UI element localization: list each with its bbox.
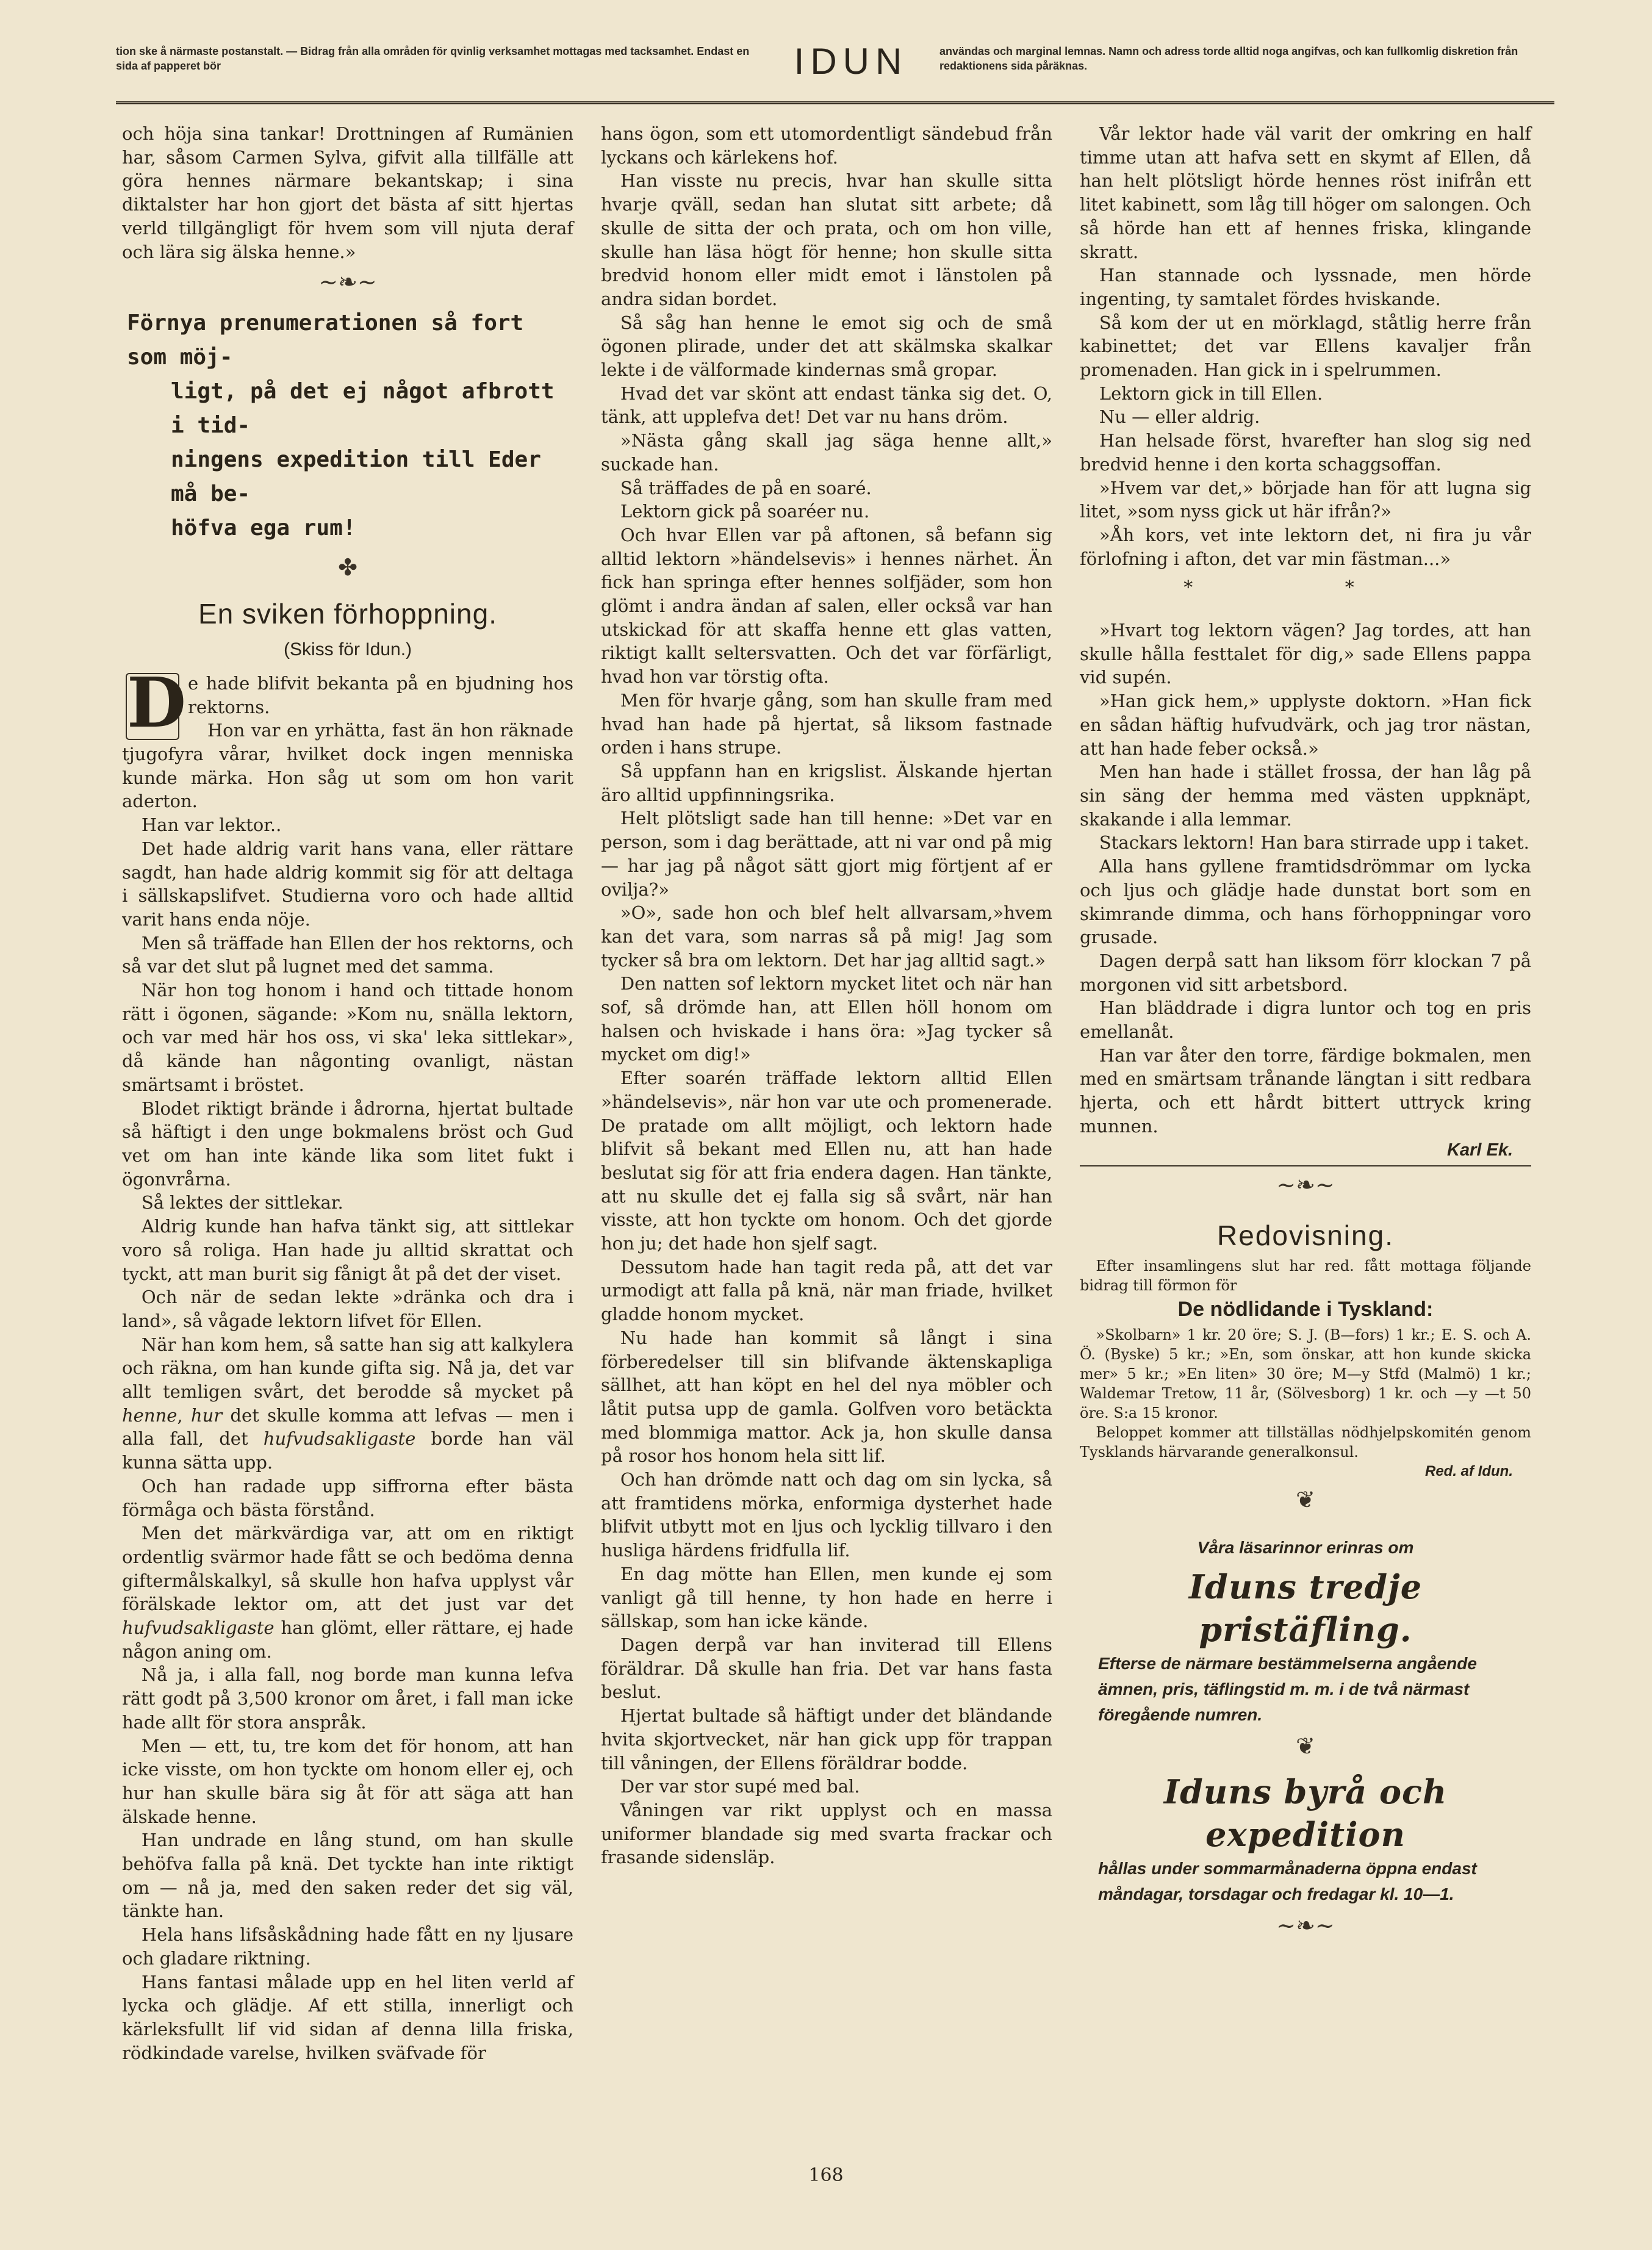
story-paragraph: När hon tog honom i hand och tittade honom rätt i ögonen, sägande: »Kom nu, snälla lektorn, och var med här hos oss, vi ska' leka sittlekar», då kände han någonting ovanligt, nästan smärtsamt i bröstet. <box>122 980 573 1095</box>
story-paragraph: Lektorn gick in till Ellen. <box>1099 383 1323 404</box>
story-paragraph: Stackars lektorn! Han bara stirrade upp i taket. <box>1099 832 1529 854</box>
notice-line: ningens expedition till Eder må be- <box>171 447 541 507</box>
drop-cap: D <box>127 663 187 743</box>
floral-ornament-icon: ❦ <box>1296 1733 1315 1760</box>
story-paragraph: »O», sade hon och blef helt allvarsam,»hvem kan det vara, som narras så på mig! Jag som tycker så bra om lektorn. Det har jag alltid sagt.» <box>601 902 1052 971</box>
story-paragraph: Dagen derpå var han inviterad till Ellens föräldrar. Då skulle han fria. Det var hans fasta beslut. <box>601 1634 1052 1703</box>
redovisning-note: Beloppet kommer att tillställas nödhjelpskomitén genom Tysklands härvarande generalkonsul. <box>1080 1423 1531 1461</box>
story-paragraph: Men — ett, tu, tre kom det för honom, att han icke visste, om hon tyckte om honom eller ej, och hur han skulle bära sig åt för att säga att han älskade henne. <box>122 1735 573 1827</box>
column-2 <box>601 122 1052 1869</box>
story-paragraph: Vår lektor hade väl varit der omkring en half timme utan att hafva sett en skymt af Ellen, då han helt plötsligt hörde hennes röst inifrån ett litet kabinett, som låg till höger om salongen. Och så hörde han ett af hennes friska, klingande skratt. <box>1080 123 1531 262</box>
donation-list: »Skolbarn» 1 kr. 20 öre; S. J. (B—fors) 1 kr.; E. S. och A. Ö. (Byske) 5 kr.; »En, som önskar, att hon kunde skicka mer» 5 kr.; »En liten» 30 öre; M—y Stfd (Malmö) 1 kr.; Waldemar Tretow, 11 år, (Sölvesborg) 1 kr. och —y —t 50 öre. S:a 15 kronor. <box>1080 1326 1531 1422</box>
floral-ornament-icon: ❦ <box>1296 1486 1315 1513</box>
text-run: När han kom hem, så satte han sig att kalkylera och räkna, om han kunde gifta sig. Nå ja, det var allt temligen svårt, det berodde så mycket på <box>122 1334 573 1403</box>
story-paragraph: Nu hade han kommit så långt i sina förberedelser till sin blifvande äktenskapliga sällhet, att han köpt en hel del nya möbler och låtit putsa upp de gamla. Golfven voro betäckta med blommiga mattor. Ack ja, hon skulle dansa på rosor hos honom hela sitt lif. <box>601 1327 1052 1467</box>
story-paragraph: Dessutom hade han tagit reda på, att det var urmodigt att falla på knä, när man friade, hvilket gladde honom mycket. <box>601 1256 1052 1325</box>
story-paragraph: Han stannade och lyssnade, men hörde ingenting, ty samtalet fördes hviskande. <box>1080 265 1531 309</box>
story-paragraph: Våningen var rikt upplyst och en massa uniformer blandade sig med svarta frackar och frasande sidensläp. <box>601 1799 1052 1868</box>
redovisning-heading: De nödlidande i Tyskland: <box>1177 1297 1434 1321</box>
story-paragraph: Han visste nu precis, hvar han skulle sitta hvarje qväll, sedan han slutat sitt arbete; då skulle de sitta der och prata, och om hon ville, skulle han läsa högt för henne; hon skulle sitta bredvid honom eller midt emot i länstolen på andra sidan bordet. <box>601 170 1052 309</box>
story-paragraph: Der var stor supé med bal. <box>620 1776 860 1797</box>
story-paragraph: »Hvem var det,» började han för att lugna sig litet, »som nyss gick ut här ifrån?» <box>1080 477 1531 522</box>
emphasis: hufvudsakligaste <box>263 1428 416 1450</box>
story-subtitle: (Skiss för Idun.) <box>283 639 412 660</box>
masthead-title: IDUN <box>794 41 908 82</box>
text-run: det skulle komma att lefvas — men i alla fall, det <box>122 1404 574 1450</box>
emphasis: henne <box>122 1404 178 1426</box>
flourish-ornament-icon: ~❧~ <box>1276 1171 1335 1199</box>
ad-lead: Våra läsarinnor erinras om <box>1197 1537 1414 1557</box>
story-paragraph: Aldrig kunde han hafva tänkt sig, att sittlekar voro så roliga. Han hade ju alltid skrattat och tyckt, att man burit sig fånigt åt på det der viset. <box>122 1216 573 1284</box>
page-header <box>116 40 1554 104</box>
ad-office-title: Iduns byrå och expedition <box>1163 1772 1448 1855</box>
story-paragraph: hans ögon, som ett utomordentligt sändebud från lyckans och kärlekens hof. <box>601 123 1052 168</box>
story-paragraph: Men så träffade han Ellen der hos rektorns, och så var det slut på lugnet med det samma. <box>122 932 573 977</box>
leaf-ornament-icon: ✤ <box>338 554 357 581</box>
story-paragraph: Han var åter den torre, färdige bokmalen, men med en smärtsam trånande längtan i sitt redbara hjerta, och ett hårdt bittert uttryck kring munnen. <box>1080 1044 1531 1137</box>
story-paragraph: Så träffades de på en soaré. <box>620 477 872 498</box>
story-title: En sviken förhoppning. <box>198 598 497 630</box>
story-paragraph: e hade blifvit bekanta på en bjudning hos rektorns. <box>188 672 573 717</box>
header-right-notice: användas och marginal lemnas. Namn och adress torde alltid noga angifvas, och kan fullkomlig diskretion från redaktionens sida påräknas. <box>939 45 1518 72</box>
story-paragraph: Så såg han henne le emot sig och de små ögonen plirade, under det att skälmska skalkar lekte i de välformade kindernas små gropar. <box>601 312 1052 381</box>
story-paragraph: Och när de sedan lekte »dränka och dra i land», så vågade lektorn lifvet för Ellen. <box>122 1287 573 1331</box>
story-paragraph: Han var lektor.. <box>141 814 282 836</box>
story-paragraph: En dag mötte han Ellen, men kunde ej som vanligt gå till henne, ty hon hade en herre i sällskap, som han icke kände. <box>601 1563 1052 1632</box>
story-paragraph: Så lektes der sittlekar. <box>141 1192 343 1213</box>
flourish-ornament-icon: ~❧~ <box>318 268 377 296</box>
intro-paragraph: och höja sina tankar! Drottningen af Rumänien har, såsom Carmen Sylva, gifvit alla tillfälle att göra hennes närmare bekantskap; i sina diktalster har hon gjort det bästa af sitt hjertas verld tillgängligt för hvem som vill njuta deraf och lära sig älska henne.» <box>122 123 573 262</box>
story-paragraph <box>122 1522 573 1663</box>
story-paragraph: Helt plötsligt sade han till henne: »Det var en person, som i dag berättade, att ni var ond på mig — har jag på något sätt gjort mig förtjent af er ovilja?» <box>601 808 1052 900</box>
notice-line: höfva ega rum! <box>171 516 356 541</box>
story-paragraph: Det hade aldrig varit hans vana, eller rättare sagdt, han hade aldrig kommit sig för att deltaga i sällskapslifvet. Studierna voro och hade alltid varit hans enda nöje. <box>122 838 573 930</box>
story-paragraph: Men för hvarje gång, som han skulle fram med hvad han hade på hjertat, så liksom fastnade orden i hans strupe. <box>601 689 1052 758</box>
story-paragraph: Efter soarén träffade lektorn alltid Ellen »händelsevis», när hon var ute och promenerade. De pratade om allt möjligt, och lektorn hade blifvit så bekant med Ellen nu, att han hade beslutat sig för att fria endera dagen. Han tänkte, att nu skulle det ej falla sig så svårt, när han visste, att hon tyckte om honom. Och det gjorde hon ju; det hade hon sjelf sagt. <box>601 1068 1052 1254</box>
story-paragraph: »Han gick hem,» upplyste doktorn. »Han fick en sådan häftig hufvudvärk, och jag tror nästan, att han hade feber också.» <box>1080 691 1531 759</box>
story-paragraph: Nu — eller aldrig. <box>1099 406 1260 428</box>
text-run: borde han väl kunna sätta upp. <box>122 1428 573 1473</box>
redovisning-intro: Efter insamlingens slut har red. fått mottaga följande bidrag till förmon för <box>1080 1257 1531 1294</box>
header-left-notice: tion ske å närmaste postanstalt. — Bidrag från alla områden för qvinlig verksamhet mottagas med tacksamhet. Endast en sida af papperet bör <box>116 45 750 72</box>
author-signature: Karl Ek. <box>1447 1140 1513 1160</box>
notice-line: Förnya prenumerationen så fort som möj- <box>127 311 524 370</box>
subscription-notice <box>122 306 573 545</box>
story-paragraph: Han undrade en lång stund, om han skulle behöfva falla på knä. Det tyckte han inte riktigt om — nå ja, med den saken reder det sig väl, tänkte han. <box>122 1830 573 1922</box>
redovisning-title: Redovisning. <box>1217 1220 1394 1252</box>
text-run: han glömt, eller rättare, ej hade någon aning om. <box>122 1617 574 1662</box>
story-paragraph: Hjertat bultade så häftigt under det bländande hvita skjortvecket, när han gick upp för trappan till våningen, der Ellens föräldrar bodde. <box>601 1705 1052 1774</box>
story-paragraph: Så kom der ut en mörklagd, ståtlig herre från kabinettet; det var Ellens kavaljer från promenaden. Han gick in i spelrummen. <box>1080 312 1531 381</box>
story-paragraph: Han bläddrade i digra luntor och tog en pris emellanåt. <box>1080 997 1531 1043</box>
story-paragraph: Men han hade i stället frossa, der han låg på sin säng der hemma med västen uppknäpt, skakande i alla lemmar. <box>1080 761 1531 830</box>
flourish-ornament-icon: ~❧~ <box>1276 1912 1335 1939</box>
column-3 <box>1080 122 1531 1944</box>
story-paragraph: Dagen derpå satt han liksom förr klockan 7 på morgonen vid sitt arbetsbord. <box>1080 950 1531 995</box>
emphasis: hur <box>190 1404 223 1426</box>
notice-line: ligt, på det ej något afbrott i tid- <box>171 379 555 439</box>
story-paragraph: »Åh kors, vet inte lektorn det, ni fira ju vår förlofning i afton, det var min fästman...» <box>1080 524 1531 569</box>
story-paragraph: Och han radade upp siffrorna efter bästa förmåga och bästa förstånd. <box>122 1475 573 1520</box>
story-paragraph: Så uppfann han en krigslist. Älskande hjertan äro alltid uppfinningsrika. <box>601 760 1052 805</box>
editor-signature: Red. af Idun. <box>1425 1462 1513 1479</box>
emphasis: hufvudsakligaste <box>122 1617 275 1639</box>
story-paragraph: Han helsade först, hvarefter han slog sig ned bredvid henne i den korta schaggsoffan. <box>1080 430 1531 475</box>
section-break-stars: * * <box>1183 577 1428 599</box>
story-paragraph: Hvad det var skönt att endast tänka sig det. O, tänk, att upplefva det! Det var nu hans dröm. <box>601 383 1052 428</box>
column-1 <box>122 122 573 2065</box>
story-paragraph: »Hvart tog lektorn vägen? Jag tordes, att han skulle hålla festtalet för dig,» sade Ellens pappa vid supén. <box>1080 620 1531 688</box>
story-paragraph: Och hvar Ellen var på aftonen, så befann sig alltid lektorn »händelsevis» i hennes närhet. Än fick han springa efter hennes solfjäder, som hon glömt i andra ändan af salen, eller också var han utskickad för att skaffa henne ett glas vatten, riktigt kallt seltersvatten. Och det var förfärligt, hvad hon var törstig ofta. <box>601 524 1052 688</box>
story-paragraph: Blodet riktigt brände i ådrorna, hjertat bultade så häftigt i den unge bokmalens bröst och Gud vet om han inte kände lika som litet fukt i ögonvrårna. <box>122 1098 573 1190</box>
ad-competition-title: Iduns tredje pristäfling. <box>1188 1567 1423 1650</box>
story-paragraph: När han kom hem, så satte han sig att kalkylera och räkna, om han kunde gifta sig. Nå ja, det var allt temligen svårt, det berodde så mycket på henne, hur det skulle komma att lefvas — men i alla fall, det hufvudsakligaste borde han väl kunna sätta upp. <box>122 1334 574 1473</box>
story-paragraph: Hela hans lifsåskådning hade fått en ny ljusare och gladare riktning. <box>122 1924 573 1969</box>
page-number: 168 <box>808 2165 844 2186</box>
ad-office-text: hållas under sommarmånaderna öppna endast måndagar, torsdagar och fredagar kl. 10—1. <box>1098 1859 1477 1904</box>
text-run: Men det märkvärdiga var, att om en riktigt ordentlig svärmor hade fått se och bedöma denna giftermålskalkyl, så skulle hon hafva upplyst vår förälskade lektor om, att det just var det <box>122 1523 573 1615</box>
ad-competition-text: Efterse de närmare bestämmelserna angående ämnen, pris, täflingstid m. m. i de två närmast föregående numren. <box>1098 1654 1477 1725</box>
story-paragraph: Den natten sof lektorn mycket litet och när han sof, så drömde han, att Ellen höll honom om halsen och hviskade i hans öra: »Jag tycker så mycket om dig!» <box>601 973 1052 1065</box>
story-paragraph: Nå ja, i alla fall, nog borde man kunna lefva rätt godt på 3,500 kronor om året, i fall man icke hade allt för stora anspråk. <box>122 1664 573 1733</box>
story-paragraph: Och han drömde natt och dag om sin lycka, så att framtidens mörka, enformiga dysterhet hade blifvit utbytt mot en ljus och lycklig tillvaro i den husliga härdens fridfulla lif. <box>601 1469 1052 1561</box>
story-paragraph: »Nästa gång skall jag säga henne allt,» suckade han. <box>601 430 1052 475</box>
story-paragraph: Lektorn gick på soaréer nu. <box>620 501 870 522</box>
story-paragraph: Alla hans gyllene framtidsdrömmar om lycka och ljus och glädje hade dunstat bort som en skimrande dimma, och hans förhoppningar voro grusade. <box>1080 856 1531 948</box>
story-paragraph: Hans fantasi målade upp en hel liten verld af lycka och glädje. Af ett stilla, innerligt och kärleksfullt lif vid sidan af denna lilla friska, rödkindade varelse, hvilken sväfvade för <box>122 1971 573 2063</box>
story-paragraph: Hon var en yrhätta, fast än hon räknade tjugofyra vårar, hvilket dock ingen menniska kunde märka. Hon såg ut som om hon varit aderton. <box>122 720 573 812</box>
